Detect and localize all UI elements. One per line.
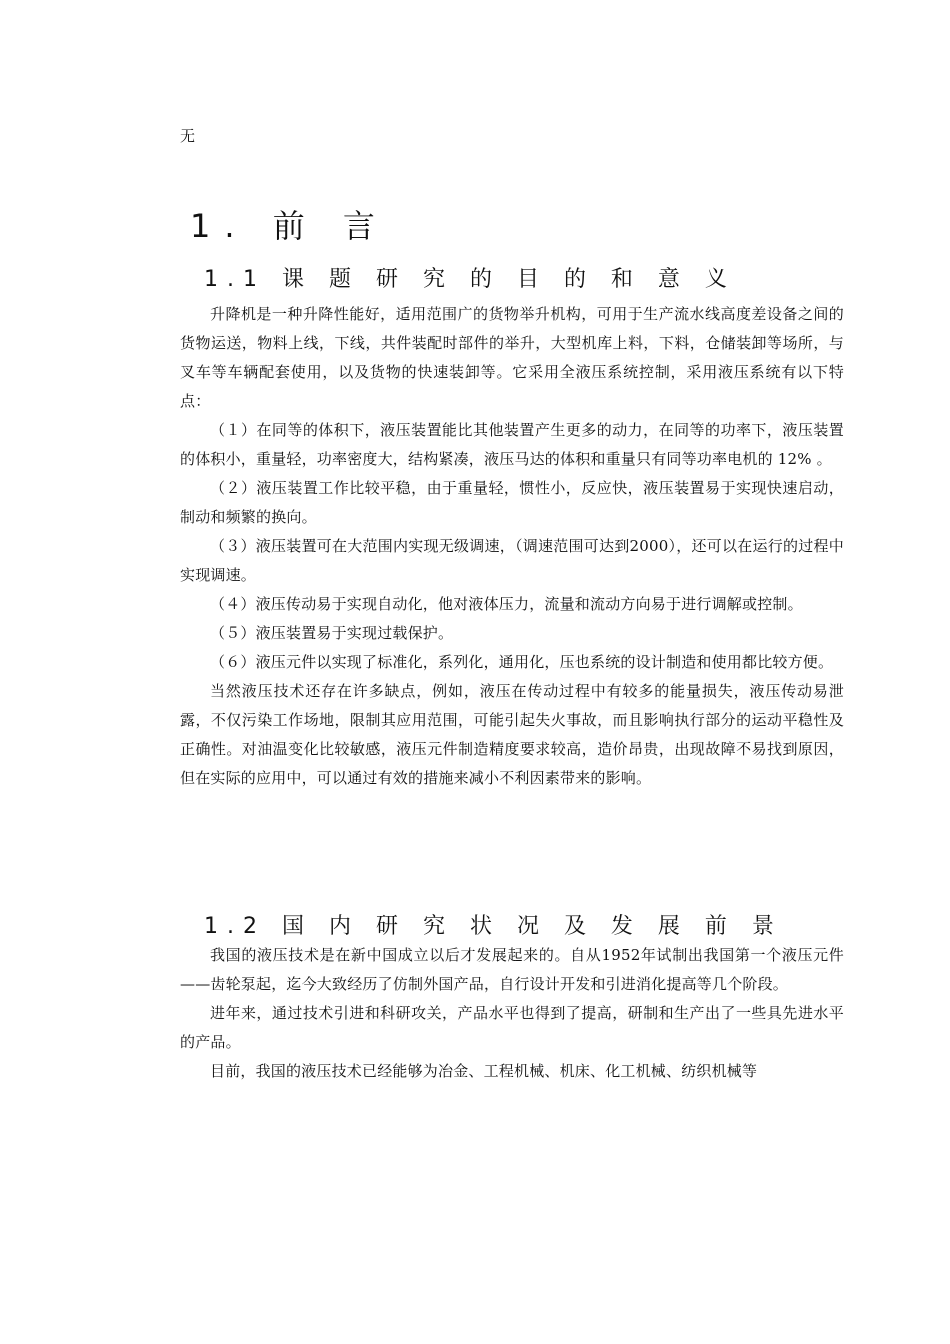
paragraph: （３）液压装置可在大范围内实现无级调速，（调速范围可达到2000），还可以在运行的过程中实现调速。 [180,537,844,584]
paragraph: （２）液压装置工作比较平稳，由于重量轻，惯性小，反应快，液压装置易于实现快速启动，制动和频繁的换向。 [180,479,844,526]
header-mark: 无 [180,127,196,145]
section-body-1-2 [180,941,844,1086]
section-body-1-1 [180,300,844,793]
paragraph: （１）在同等的体积下，液压装置能比其他装置产生更多的动力，在同等的功率下，液压装置的体积小，重量轻，功率密度大，结构紧凑，液压马达的体积和重量只有同等功率电机的 12% 。 [180,421,844,468]
chapter-title: 1. 前 言 [190,207,389,245]
section-title-1-2: 1.2 国 内 研 究 状 况 及 发 展 前 景 [204,914,783,939]
paragraph: （６）液压元件以实现了标准化，系列化，通用化，压也系统的设计制造和使用都比较方便。 [210,653,834,671]
paragraph: 当然液压技术还存在许多缺点，例如，液压在传动过程中有较多的能量损失，液压传动易泄露，不仅污染工作场地，限制其应用范围，可能引起失火事故，而且影响执行部分的运动平稳性及正确性。对油温变化比较敏感，液压元件制造精度要求较高，造价昂贵，出现故障不易找到原因，但在实际的应用中，可以通过有效的措施来减小不利因素带来的影响。 [180,682,844,787]
section-title-1-1: 1.1 课 题 研 究 的 目 的 和 意 义 [204,267,736,292]
paragraph: 升降机是一种升降性能好，适用范围广的货物举升机构，可用于生产流水线高度差设备之间的货物运送，物料上线，下线，共件装配时部件的举升，大型机库上料，下料，仓储装卸等场所，与叉车等车辆配套使用，以及货物的快速装卸等。它采用全液压系统控制，采用液压系统有以下特点： [180,305,844,410]
paragraph: 我国的液压技术是在新中国成立以后才发展起来的。自从1952年试制出我国第一个液压元件——齿轮泵起，迄今大致经历了仿制外国产品，自行设计开发和引进消化提高等几个阶段。 [180,946,844,993]
paragraph: 进年来，通过技术引进和科研攻关，产品水平也得到了提高，研制和生产出了一些具先进水平的产品。 [180,1004,844,1051]
paragraph: （５）液压装置易于实现过载保护。 [210,624,454,642]
paragraph: （４）液压传动易于实现自动化，他对液体压力，流量和流动方向易于进行调解或控制。 [210,595,803,613]
paragraph: 目前，我国的液压技术已经能够为冶金、工程机械、机床、化工机械、纺织机械等 [210,1062,758,1080]
